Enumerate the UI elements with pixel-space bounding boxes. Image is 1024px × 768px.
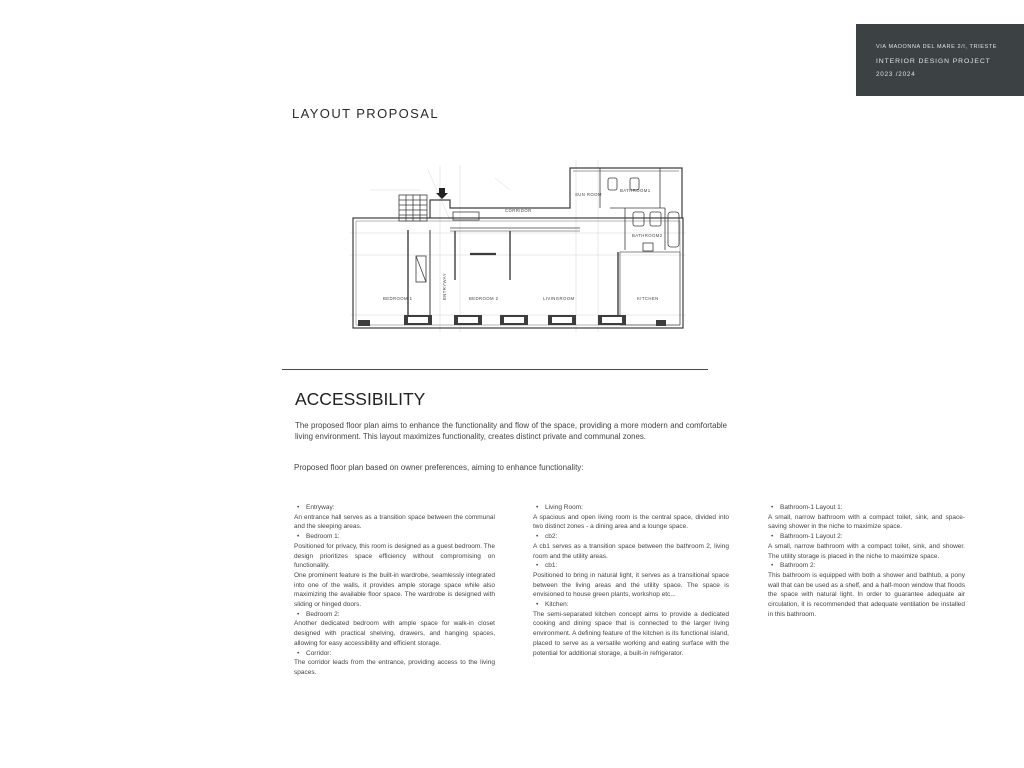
entrance-arrow-icon xyxy=(436,188,448,199)
description-column-3 xyxy=(768,503,965,619)
accessibility-intro: The proposed floor plan aims to enhance the functionality and flow of the space, providing a more modern and comfortable living environment. This layout maximizes functionality, creates distinct private and communal zones. xyxy=(295,421,727,442)
item-heading: • Corridor: xyxy=(294,649,495,659)
label-bedroom1: BEDROOM 1 xyxy=(383,296,413,301)
item-description: Positioned to bring in natural light, it serves as a transitional space between the living areas and the utility space. The space is envisioned to house green plants, workshop etc... xyxy=(533,571,729,599)
item-heading: • cb1: xyxy=(533,561,729,571)
label-livingroom: LIVINGROOM xyxy=(543,296,575,301)
description-column-2 xyxy=(533,503,729,658)
item-description: An entrance hall serves as a transition space between the communal and the sleeping areas. xyxy=(294,513,495,531)
label-entryway: ENTRYWAY xyxy=(442,273,447,300)
label-bathroom1: BATHROOM1 xyxy=(620,188,651,193)
label-corridor: CORRIDOR xyxy=(505,208,532,213)
item-description: Another dedicated bedroom with ample space for walk-in closet designed with practical shelving, drawers, and hanging spaces, allowing for easy accessibility and efficient storage. xyxy=(294,620,495,647)
item-description: The semi-separated kitchen concept aims to provide a dedicated cooking and dining space that is connected to the larger living environment. A defining feature of the kitchen is its functional island, placed to serve as a versatile working and eating surface with the potential for additional storage, a built-in refrigerator. xyxy=(533,610,729,657)
project-type: INTERIOR DESIGN PROJECT xyxy=(876,58,991,65)
plan-guides xyxy=(350,160,686,332)
label-kitchen: KITCHEN xyxy=(637,296,659,301)
project-header xyxy=(856,24,1024,96)
proposed-note: Proposed floor plan based on owner preferences, aiming to enhance functionality: xyxy=(294,463,584,472)
item-description: A spacious and open living room is the central space, divided into two distinct zones - a dining area and a lounge space. xyxy=(533,513,729,531)
item-description: This bathroom is equipped with both a shower and bathtub, a pony wall that can be used as a shelf, and a half-moon window that floods the space with natural light. In order to guarantee adequate air circulation, it is recommended that adequate ventilation be installed in this bathroom. xyxy=(768,571,965,618)
section-divider xyxy=(282,369,708,370)
item-heading: • cb2: xyxy=(533,532,729,542)
item-description: The corridor leads from the entrance, providing access to the living spaces. xyxy=(294,659,495,676)
item-description: A cb1 serves as a transition space between the bathroom 2, living room and the utility areas. xyxy=(533,542,729,560)
item-heading: • Bathroom-1 Layout 2: xyxy=(768,532,965,542)
item-heading: • Kitchen: xyxy=(533,600,729,610)
accessibility-title: ACCESSIBILITY xyxy=(295,389,426,409)
label-sun-room: SUN ROOM xyxy=(575,192,602,197)
item-description: A small, narrow bathroom with a compact toilet, sink, and shower. The utility storage is placed in the niche to maximize space. xyxy=(768,542,965,560)
item-description: Positioned for privacy, this room is designed as a guest bedroom. The design prioritizes space efficiency without compromising on functionality. xyxy=(294,542,495,570)
layout-title: LAYOUT PROPOSAL xyxy=(292,106,439,121)
item-description: A small, narrow bathroom with a compact toilet, sink, and space-saving shower in the niche to maximize space. xyxy=(768,513,965,531)
item-heading: • Living Room: xyxy=(533,503,729,513)
project-address: VIA MADONNA DEL MARE 2/I, TRIESTE xyxy=(876,44,997,50)
item-heading: • Bathroom 2: xyxy=(768,561,965,571)
item-description: One prominent feature is the built-in wardrobe, seamlessly integrated into one of the walls, it provides ample storage space while also maximizing the available floor space. The wardrobe is designed with sliding or hinged doors. xyxy=(294,571,495,609)
item-heading: • Bedroom 1: xyxy=(294,532,495,542)
item-heading: • Bedroom 2: xyxy=(294,610,495,620)
item-heading: • Bathroom-1 Layout 1: xyxy=(768,503,965,513)
item-heading: • Entryway: xyxy=(294,503,495,513)
project-year: 2023 /2024 xyxy=(876,71,916,78)
floor-plan xyxy=(350,160,686,332)
label-bathroom2: BATHROOM2 xyxy=(632,233,663,238)
description-column-1 xyxy=(294,503,495,678)
label-bedroom2: BEDROOM 2 xyxy=(469,296,499,301)
